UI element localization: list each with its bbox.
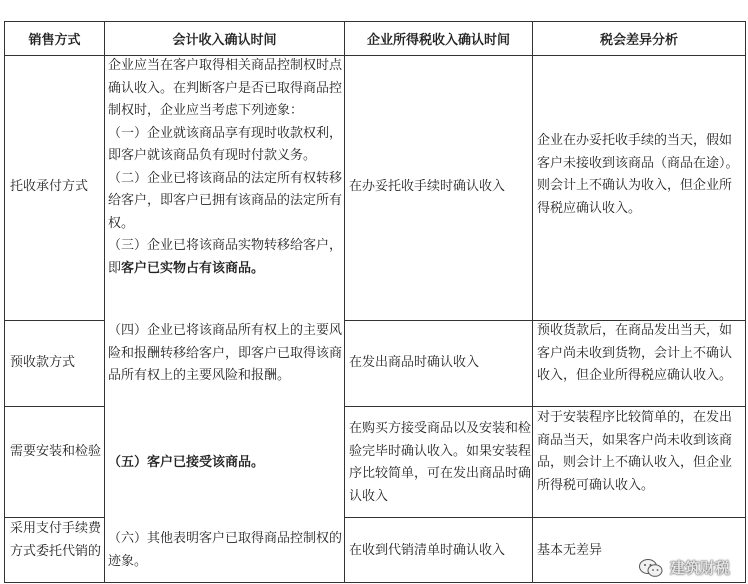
method-cell: 需要安装和检验 [10, 444, 102, 459]
col-border-right [745, 21, 746, 583]
row-divider [4, 320, 104, 321]
accounting-item: （四）企业已将该商品所有权上的主要风险和报酬转移给客户，即客户已取得该商品所有权上的主要风险和报酬。 [108, 323, 343, 383]
analysis-cell: 预收货款后，在商品发出当天，如客户尚未收到货物，会计上不确认收入，但企业所得税应确认收入。 [537, 323, 733, 383]
col-divider [104, 21, 105, 583]
header-difference-analysis: 税会差异分析 [599, 32, 678, 48]
accounting-intro: 企业应当在客户取得相关商品控制权时点确认收入。在判断客户是否已取得商品控制权时，企业应当考虑下列迹象： [108, 58, 343, 118]
tax-time-cell: 在收到代销清单时确认收入 [349, 543, 506, 558]
tax-time-cell: 在发出商品时确认收入 [349, 355, 480, 370]
watermark-text: 建筑财税 [669, 559, 730, 577]
accounting-item: （一）企业就该商品享有现时收款权利，即客户就该商品负有现时付款义务。 [108, 125, 343, 163]
analysis-cell: 对于安装程序比较简单的，在发出商品当天，如果客户尚未收到该商品，则会计上不确认收入，但企业所得税可确认收入。 [537, 410, 733, 493]
tax-time-cell: 在办妥托收手续时确认收入 [349, 179, 506, 194]
watermark [638, 557, 730, 578]
method-cell: 托收承付方式 [10, 179, 89, 194]
method-cell: 采用支付手续费方式委托代销的 [10, 521, 102, 559]
accounting-item: （五）客户已接受该商品。 [108, 455, 265, 470]
wechat-icon [638, 558, 664, 578]
header-tax-time: 企业所得税收入确认时间 [366, 32, 510, 48]
header-accounting-time: 会计收入确认时间 [172, 32, 277, 48]
table-border-bottom [4, 582, 746, 583]
row-divider [4, 406, 104, 407]
accounting-item: （二）企业已将该商品的法定所有权转移给客户，即客户已拥有该商品的法定所有权。 [108, 170, 343, 231]
analysis-cell: 企业在办妥托收手续的当天，假如客户未接收到该商品（商品在途）。则会计上不确认为收入，但企业所得税应确认收入。 [537, 133, 739, 216]
col-border-left [4, 21, 5, 583]
accounting-item-text: （三）企业已将该商品实物转移给客户，即 [108, 238, 343, 276]
analysis-cell: 基本无差异 [537, 543, 603, 558]
accounting-text [108, 55, 342, 280]
accounting-item [108, 235, 342, 280]
method-cell: 预收款方式 [10, 355, 76, 370]
tax-time-cell: 在购买方接受商品以及安装和检验完毕时确认收入。如果安装程序比较简单，可在发出商品时确认收入 [349, 421, 532, 504]
header-sales-method: 销售方式 [28, 32, 81, 48]
accounting-item: （六）其他表明客户已取得商品控制权的迹象。 [108, 531, 343, 569]
col-divider [344, 21, 345, 583]
row-divider [344, 517, 746, 518]
col-divider [532, 21, 533, 583]
accounting-item-emphasis: 客户已实物占有该商品。 [121, 260, 265, 276]
